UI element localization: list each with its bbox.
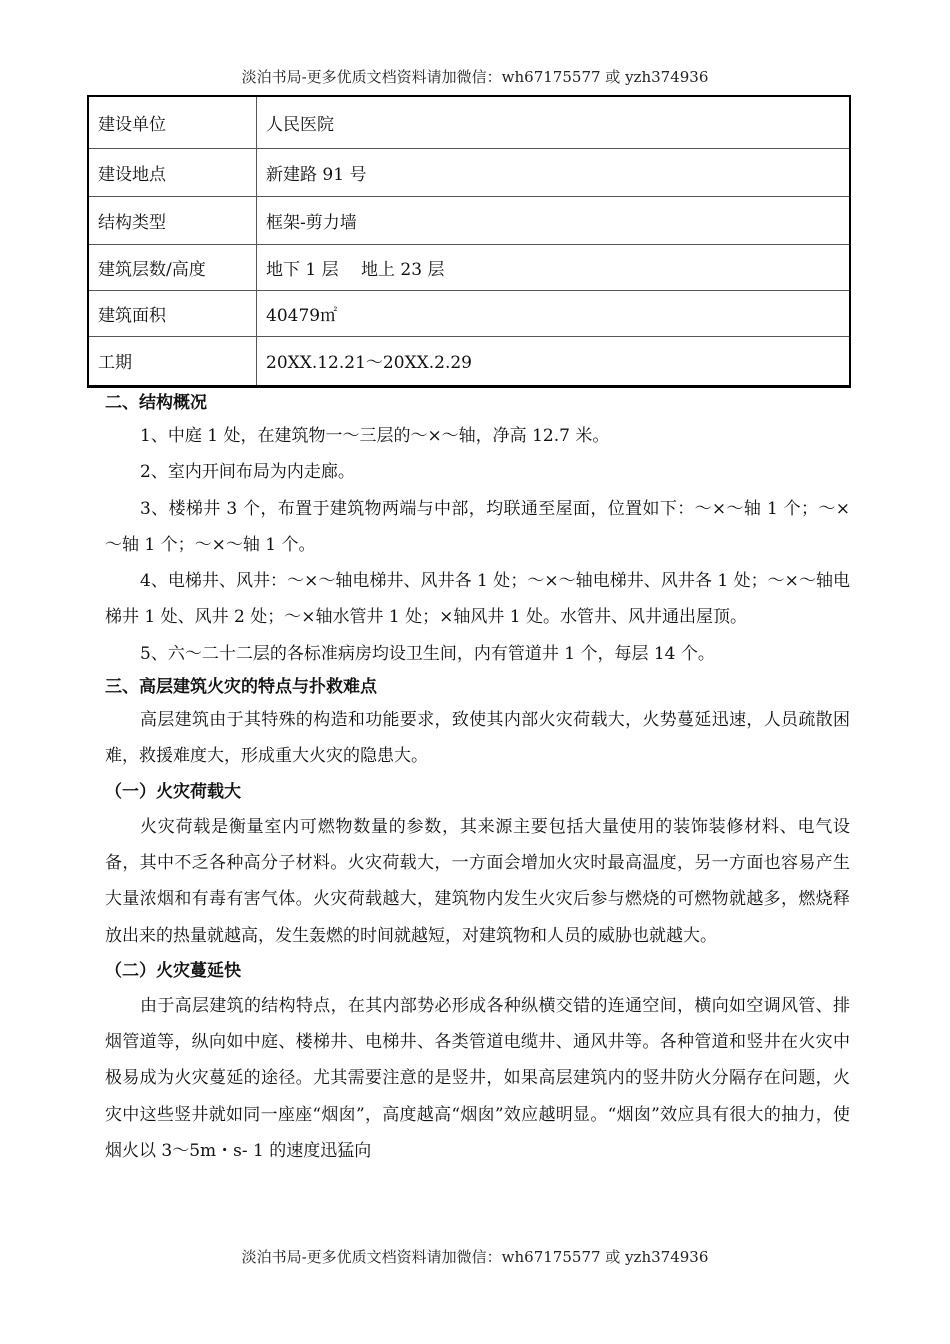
row-value: 新建路 91 号 [257, 148, 851, 196]
row-value: 20XX.12.21～20XX.2.29 [257, 336, 851, 386]
row-label: 建筑层数/高度 [88, 244, 257, 290]
section-2-item: 3、楼梯井 3 个，布置于建筑物两端与中部，均联通至屋面，位置如下：～×～轴 1 个；～×～轴 1 个；～×～轴 1 个。 [105, 498, 850, 555]
section-2-item: 5、六～二十二层的各标准病房均设卫生间，内有管道井 1 个，每层 14 个。 [140, 643, 715, 664]
subsection-1-heading: （一）火灾荷载大 [105, 781, 241, 802]
section-2-item: 1、中庭 1 处，在建筑物一～三层的～×～轴，净高 12.7 米。 [140, 426, 610, 446]
subsection-2-heading: （二）火灾蔓延快 [105, 960, 241, 981]
section-2-item: 4、电梯井、风井：～×～轴电梯井、风井各 1 处；～×～轴电梯井、风井各 1 处；～×～轴电梯井 1 处、风井 2 处；～×轴水管井 1 处；×轴风井 1 处。水管井、风井通出屋顶。 [105, 571, 850, 628]
row-label: 工期 [88, 336, 257, 386]
row-label: 结构类型 [88, 196, 257, 244]
row-value: 地下 1 层 地上 23 层 [257, 244, 851, 290]
section-2-heading: 二、结构概况 [105, 393, 207, 413]
table-row [88, 96, 850, 148]
table-row [88, 196, 850, 244]
table-row [88, 290, 850, 336]
subsection-2-text: 由于高层建筑的结构特点，在其内部势必形成各种纵横交错的连通空间，横向如空调风管、排烟管道等，纵向如中庭、楼梯井、电梯井、各类管道电缆井、通风井等。各种管道和竖井在火灾中极易成为火灾蔓延的途径。尤其需要注意的是竖井，如果高层建筑内的竖井防火分隔存在问题，火灾中这些竖井就如同一座座“烟囱”，高度越高“烟囱”效应越明显。“烟囱”效应具有很大的抽力，使烟火以 3～5m・s- 1 的速度迅猛向 [105, 995, 850, 1162]
project-info-table [87, 95, 851, 388]
row-value: 框架-剪力墙 [257, 196, 851, 244]
row-label: 建设单位 [88, 96, 257, 148]
row-value: 40479㎡ [257, 290, 851, 336]
table-row [88, 244, 850, 290]
section-2-item: 2、室内开间布局为内走廊。 [140, 462, 355, 483]
page-header: 淡泊书局-更多优质文档资料请加微信：wh67175577 或 yzh374936 [241, 68, 709, 86]
subsection-1-text: 火灾荷载是衡量室内可燃物数量的参数，其来源主要包括大量使用的装饰装修材料、电气设备，其中不乏各种高分子材料。火灾荷载大，一方面会增加火灾时最高温度，另一方面也容易产生大量浓烟和有毒有害气体。火灾荷载越大，建筑物内发生火灾后参与燃烧的可燃物就越多，燃烧释放出来的热量就越高，发生轰燃的时间就越短，对建筑物和人员的威胁也就越大。 [105, 816, 850, 946]
section-3-heading: 三、高层建筑火灾的特点与扑救难点 [105, 677, 377, 698]
row-label: 建筑面积 [88, 290, 257, 336]
page-footer: 淡泊书局-更多优质文档资料请加微信：wh67175577 或 yzh374936 [241, 1248, 709, 1266]
document-body [105, 388, 850, 1169]
table-row [88, 148, 850, 196]
row-value: 人民医院 [257, 96, 851, 148]
section-3-intro: 高层建筑由于其特殊的构造和功能要求，致使其内部火灾荷载大，火势蔓延迅速，人员疏散困难，救援难度大，形成重大火灾的隐患大。 [105, 710, 850, 767]
row-label: 建设地点 [88, 148, 257, 196]
table-row [88, 336, 850, 386]
